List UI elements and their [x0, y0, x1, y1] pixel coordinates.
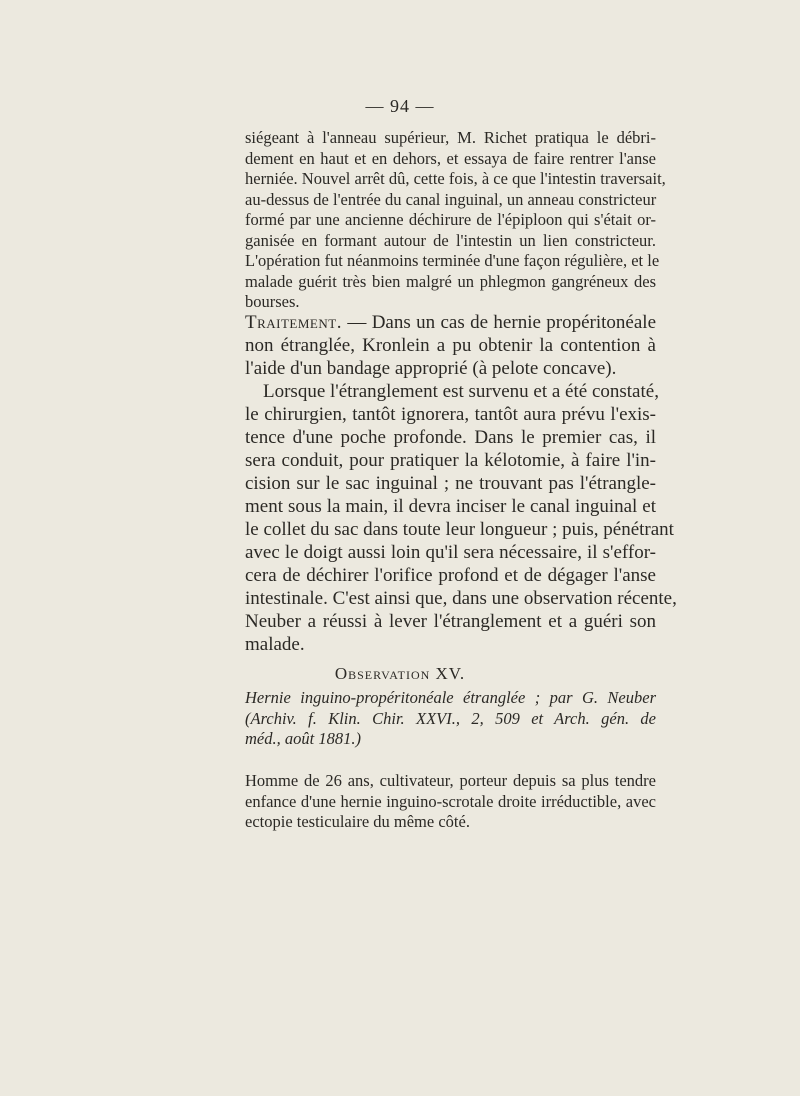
text-line: Homme de 26 ans, cultivateur, porteur depuis sa plus tendre — [245, 771, 656, 790]
text-line: L'opération fut néanmoins terminée d'une façon régulière, et le — [245, 251, 660, 270]
text-line — [245, 311, 656, 334]
text-line: au-dessus de l'entrée du canal inguinal, un anneau constricteur — [245, 189, 657, 209]
text-line: cera de déchirer l'orifice profond et de dégager l'anse — [245, 565, 656, 586]
citation-line: Hernie inguino-propéritonéale étranglée ; par G. Neuber — [245, 688, 656, 707]
text-line: non étranglée, Kronlein a pu obtenir la contention à — [245, 335, 656, 356]
citation-line: (Archiv. f. Klin. Chir. XXVI., 2, 509 et Arch. gén. de — [245, 708, 656, 728]
text-line: avec le doigt aussi loin qu'il sera nécessaire, il s'effor- — [245, 542, 656, 563]
text-line: enfance d'une hernie inguino-scrotale droite irréductible, avec — [245, 791, 656, 811]
observation-title: Observation XV. — [334, 664, 466, 683]
observation-citation — [245, 688, 656, 750]
text-line: malade guérit très bien malgré un phlegmon gangréneux des — [245, 271, 656, 291]
observation-body — [245, 771, 656, 833]
text-line: ectopie testiculaire du même côté. — [245, 812, 470, 831]
text-line: herniée. Nouvel arrêt dû, cette fois, à ce que l'intestin traversait, — [245, 169, 666, 188]
text-line: ment sous la main, il devra inciser le canal inguinal et — [245, 496, 656, 517]
section-heading: Traitement. — [245, 312, 342, 333]
text-line: cision sur le sac inguinal ; ne trouvant pas l'étrangle- — [245, 473, 656, 494]
text-line: l'aide d'un bandage approprié (à pelote concave). — [245, 358, 617, 379]
text-line: siégeant à l'anneau supérieur, M. Richet pratiqua le débri- — [245, 128, 656, 147]
text-line: dement en haut et en dehors, et essaya de faire rentrer l'anse — [245, 148, 656, 168]
text-line: intestinale. C'est ainsi que, dans une observation récente, — [245, 588, 677, 609]
citation-line: méd., août 1881.) — [245, 729, 361, 748]
text-line: bourses. — [245, 292, 300, 311]
text-line: Lorsque l'étranglement est survenu et a été constaté, — [263, 381, 659, 402]
text-line: tence d'une poche profonde. Dans le premier cas, il — [245, 427, 656, 448]
treatment-section — [245, 311, 677, 656]
text-line: formé par une ancienne déchirure de l'épiploon qui s'était or- — [245, 210, 656, 229]
text-line: sera conduit, pour pratiquer la kélotomie, à faire l'in- — [245, 450, 656, 471]
text-line: le chirurgien, tantôt ignorera, tantôt aura prévu l'exis- — [245, 404, 656, 425]
text-line: ganisée en formant autour de l'intestin un lien constricteur. — [245, 230, 656, 250]
text-line: le collet du sac dans toute leur longueur ; puis, pénétrant — [245, 519, 674, 540]
text-fragment: — Dans un cas de hernie propéritonéale — [341, 312, 656, 333]
text-line: malade. — [245, 634, 305, 655]
paragraph-continuation — [245, 128, 666, 313]
page-number: — 94 — — [365, 96, 435, 116]
text-line: Neuber a réussi à lever l'étranglement et a guéri son — [245, 611, 656, 632]
